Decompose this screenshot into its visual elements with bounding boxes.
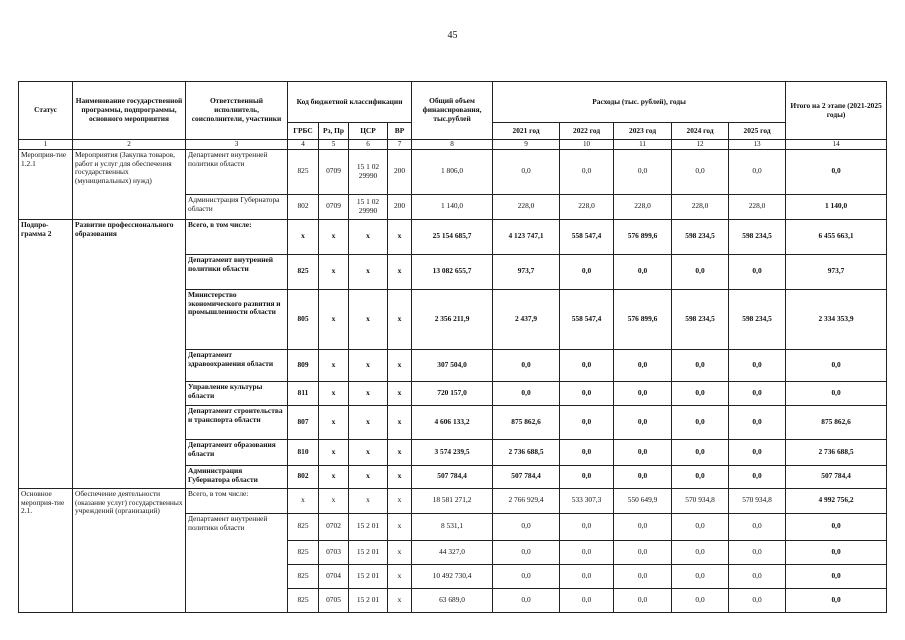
- vr-cell: х: [388, 488, 412, 513]
- total-cell: 1 140,0: [412, 194, 493, 219]
- y2021-cell: 0,0: [493, 149, 560, 194]
- y2023-cell: 0,0: [614, 439, 672, 465]
- header-rzpr: Рз, Пр: [319, 123, 349, 140]
- header-2023: 2023 год: [614, 123, 672, 140]
- column-number-row: [19, 140, 887, 150]
- budget-table: [18, 81, 887, 613]
- column-number: 10: [560, 140, 614, 150]
- vr-cell: х: [388, 465, 412, 488]
- header-2025: 2025 год: [729, 123, 786, 140]
- header-expenses: Расходы (тыс. рублей), годы: [493, 82, 786, 123]
- y2021-cell: 507 784,4: [493, 465, 560, 488]
- rzpr-cell: х: [319, 349, 349, 381]
- y2025-cell: 0,0: [729, 439, 786, 465]
- column-number: 5: [319, 140, 349, 150]
- rzpr-cell: х: [319, 219, 349, 254]
- total-cell: 4 606 133,2: [412, 405, 493, 439]
- y2023-cell: 576 899,6: [614, 289, 672, 349]
- csr-cell: х: [349, 254, 388, 289]
- y2024-cell: 0,0: [672, 381, 729, 405]
- csr-cell: 15 1 02 29990: [349, 149, 388, 194]
- header-status: Статус: [19, 82, 73, 140]
- column-number: 8: [412, 140, 493, 150]
- rzpr-cell: х: [319, 488, 349, 513]
- y2022-cell: 558 547,4: [560, 219, 614, 254]
- csr-cell: 15 2 01: [349, 513, 388, 540]
- y2023-cell: 0,0: [614, 405, 672, 439]
- total-cell: 3 574 239,5: [412, 439, 493, 465]
- sum-cell: 0,0: [786, 381, 887, 405]
- sum-cell: 875 862,6: [786, 405, 887, 439]
- vr-cell: х: [388, 564, 412, 588]
- rzpr-cell: 0705: [319, 588, 349, 612]
- y2023-cell: 0,0: [614, 588, 672, 612]
- y2025-cell: 0,0: [729, 405, 786, 439]
- y2023-cell: 0,0: [614, 381, 672, 405]
- csr-cell: 15 2 01: [349, 588, 388, 612]
- responsible-cell: Всего, в том числе:: [186, 219, 288, 254]
- y2025-cell: 570 934,8: [729, 488, 786, 513]
- grbs-cell: 825: [288, 254, 319, 289]
- sum-cell: 0,0: [786, 149, 887, 194]
- y2022-cell: 228,0: [560, 194, 614, 219]
- y2022-cell: 0,0: [560, 564, 614, 588]
- y2023-cell: 576 899,6: [614, 219, 672, 254]
- y2025-cell: 598 234,5: [729, 289, 786, 349]
- csr-cell: х: [349, 488, 388, 513]
- y2021-cell: 4 123 747,1: [493, 219, 560, 254]
- header-result: Итого на 2 этапе (2021-2025 годы): [786, 82, 887, 140]
- column-number: 13: [729, 140, 786, 150]
- y2024-cell: 0,0: [672, 254, 729, 289]
- y2022-cell: 0,0: [560, 513, 614, 540]
- vr-cell: х: [388, 349, 412, 381]
- rzpr-cell: х: [319, 381, 349, 405]
- total-cell: 44 327,0: [412, 540, 493, 564]
- csr-cell: х: [349, 219, 388, 254]
- y2023-cell: 0,0: [614, 564, 672, 588]
- table-row: [19, 219, 887, 254]
- column-number: 11: [614, 140, 672, 150]
- y2021-cell: 0,0: [493, 513, 560, 540]
- y2021-cell: 0,0: [493, 588, 560, 612]
- header-2024: 2024 год: [672, 123, 729, 140]
- header-2021: 2021 год: [493, 123, 560, 140]
- sum-cell: 6 455 663,1: [786, 219, 887, 254]
- csr-cell: х: [349, 439, 388, 465]
- rzpr-cell: х: [319, 405, 349, 439]
- rzpr-cell: х: [319, 465, 349, 488]
- y2024-cell: 0,0: [672, 149, 729, 194]
- responsible-cell: Департамент строительства и транспорта области: [186, 405, 288, 439]
- total-cell: 63 689,0: [412, 588, 493, 612]
- y2023-cell: 550 649,9: [614, 488, 672, 513]
- column-number: 7: [388, 140, 412, 150]
- rzpr-cell: х: [319, 289, 349, 349]
- total-cell: 18 581 271,2: [412, 488, 493, 513]
- vr-cell: х: [388, 439, 412, 465]
- responsible-cell: Администрация Губернатора области: [186, 465, 288, 488]
- header-responsible: Ответственный исполнитель, соисполнители, участники: [186, 82, 288, 140]
- responsible-cell: Всего, в том числе:: [186, 488, 288, 513]
- sum-cell: 1 140,0: [786, 194, 887, 219]
- vr-cell: 200: [388, 194, 412, 219]
- column-number: 14: [786, 140, 887, 150]
- y2025-cell: 0,0: [729, 465, 786, 488]
- table-row: [19, 149, 887, 194]
- grbs-cell: 825: [288, 540, 319, 564]
- rzpr-cell: х: [319, 439, 349, 465]
- y2024-cell: 0,0: [672, 564, 729, 588]
- page-number: 45: [447, 30, 458, 41]
- sum-cell: 0,0: [786, 540, 887, 564]
- responsible-cell: Департамент внутренней политики области: [186, 149, 288, 194]
- vr-cell: х: [388, 588, 412, 612]
- y2024-cell: 0,0: [672, 405, 729, 439]
- vr-cell: 200: [388, 149, 412, 194]
- responsible-cell: Администрация Губернатора области: [186, 194, 288, 219]
- y2024-cell: 0,0: [672, 439, 729, 465]
- sum-cell: 0,0: [786, 349, 887, 381]
- sum-cell: 2 736 688,5: [786, 439, 887, 465]
- csr-cell: х: [349, 289, 388, 349]
- y2025-cell: 0,0: [729, 513, 786, 540]
- y2025-cell: 228,0: [729, 194, 786, 219]
- rzpr-cell: 0709: [319, 149, 349, 194]
- grbs-cell: х: [288, 488, 319, 513]
- y2024-cell: 0,0: [672, 465, 729, 488]
- column-number: 6: [349, 140, 388, 150]
- grbs-cell: 825: [288, 588, 319, 612]
- y2021-cell: 0,0: [493, 564, 560, 588]
- y2022-cell: 0,0: [560, 540, 614, 564]
- name-cell: Развитие профессионального образования: [73, 219, 186, 488]
- vr-cell: х: [388, 219, 412, 254]
- grbs-cell: 805: [288, 289, 319, 349]
- responsible-cell: Министерство экономического развития и промышленности области: [186, 289, 288, 349]
- y2024-cell: 228,0: [672, 194, 729, 219]
- grbs-cell: 802: [288, 465, 319, 488]
- y2023-cell: 0,0: [614, 540, 672, 564]
- vr-cell: х: [388, 513, 412, 540]
- grbs-cell: 809: [288, 349, 319, 381]
- y2024-cell: 0,0: [672, 513, 729, 540]
- header-total: Общий объем финансирования, тыс.рублей: [412, 82, 493, 140]
- grbs-cell: 825: [288, 564, 319, 588]
- y2022-cell: 0,0: [560, 439, 614, 465]
- vr-cell: х: [388, 540, 412, 564]
- name-cell: Мероприятия (Закупка товаров, работ и услуг для обеспечения государственных (муниципальных) нужд): [73, 149, 186, 219]
- table-row: [19, 488, 887, 513]
- y2022-cell: 533 307,3: [560, 488, 614, 513]
- y2023-cell: 0,0: [614, 465, 672, 488]
- y2022-cell: 0,0: [560, 381, 614, 405]
- total-cell: 2 356 211,9: [412, 289, 493, 349]
- y2022-cell: 0,0: [560, 405, 614, 439]
- vr-cell: х: [388, 254, 412, 289]
- header-2022: 2022 год: [560, 123, 614, 140]
- y2025-cell: 0,0: [729, 349, 786, 381]
- grbs-cell: 825: [288, 513, 319, 540]
- csr-cell: 15 1 02 29990: [349, 194, 388, 219]
- header-name: Наименование государственной программы, подпрограммы, основного мероприятия: [73, 82, 186, 140]
- y2022-cell: 0,0: [560, 588, 614, 612]
- header-grbs: ГРБС: [288, 123, 319, 140]
- y2025-cell: 0,0: [729, 564, 786, 588]
- grbs-cell: 802: [288, 194, 319, 219]
- y2022-cell: 0,0: [560, 349, 614, 381]
- y2021-cell: 2 766 929,4: [493, 488, 560, 513]
- status-cell: Мероприя-тие 1.2.1: [19, 149, 73, 219]
- y2021-cell: 973,7: [493, 254, 560, 289]
- header-vr: ВР: [388, 123, 412, 140]
- vr-cell: х: [388, 381, 412, 405]
- grbs-cell: 810: [288, 439, 319, 465]
- sum-cell: 973,7: [786, 254, 887, 289]
- csr-cell: 15 2 01: [349, 540, 388, 564]
- grbs-cell: х: [288, 219, 319, 254]
- y2025-cell: 0,0: [729, 149, 786, 194]
- y2024-cell: 598 234,5: [672, 219, 729, 254]
- responsible-cell: Департамент внутренней политики области: [186, 513, 288, 612]
- responsible-cell: Департамент здравоохранения области: [186, 349, 288, 381]
- vr-cell: х: [388, 405, 412, 439]
- y2022-cell: 0,0: [560, 149, 614, 194]
- rzpr-cell: х: [319, 254, 349, 289]
- y2022-cell: 0,0: [560, 254, 614, 289]
- y2023-cell: 0,0: [614, 349, 672, 381]
- y2021-cell: 0,0: [493, 381, 560, 405]
- total-cell: 13 082 655,7: [412, 254, 493, 289]
- y2022-cell: 558 547,4: [560, 289, 614, 349]
- sum-cell: 4 992 756,2: [786, 488, 887, 513]
- column-number: 1: [19, 140, 73, 150]
- total-cell: 25 154 685,7: [412, 219, 493, 254]
- csr-cell: 15 2 01: [349, 564, 388, 588]
- total-cell: 8 531,1: [412, 513, 493, 540]
- vr-cell: х: [388, 289, 412, 349]
- grbs-cell: 807: [288, 405, 319, 439]
- y2021-cell: 2 736 688,5: [493, 439, 560, 465]
- total-cell: 507 784,4: [412, 465, 493, 488]
- total-cell: 10 492 730,4: [412, 564, 493, 588]
- name-cell: Обеспечение деятельности (оказание услуг) государственных учреждений (организаций): [73, 488, 186, 612]
- y2025-cell: 0,0: [729, 588, 786, 612]
- rzpr-cell: 0709: [319, 194, 349, 219]
- header-budget-code: Код бюджетной классификации: [288, 82, 412, 123]
- csr-cell: х: [349, 465, 388, 488]
- y2025-cell: 598 234,5: [729, 219, 786, 254]
- column-number: 9: [493, 140, 560, 150]
- y2021-cell: 0,0: [493, 349, 560, 381]
- csr-cell: х: [349, 405, 388, 439]
- y2024-cell: 598 234,5: [672, 289, 729, 349]
- sum-cell: 0,0: [786, 564, 887, 588]
- y2024-cell: 570 934,8: [672, 488, 729, 513]
- sum-cell: 0,0: [786, 588, 887, 612]
- status-cell: Основное мероприя-тие 2.1.: [19, 488, 73, 612]
- grbs-cell: 825: [288, 149, 319, 194]
- y2025-cell: 0,0: [729, 381, 786, 405]
- y2021-cell: 875 862,6: [493, 405, 560, 439]
- responsible-cell: Департамент образования области: [186, 439, 288, 465]
- sum-cell: 2 334 353,9: [786, 289, 887, 349]
- rzpr-cell: 0702: [319, 513, 349, 540]
- y2024-cell: 0,0: [672, 540, 729, 564]
- csr-cell: х: [349, 381, 388, 405]
- y2023-cell: 0,0: [614, 513, 672, 540]
- responsible-cell: Управление культуры области: [186, 381, 288, 405]
- y2022-cell: 0,0: [560, 465, 614, 488]
- status-cell: Подпро-грамма 2: [19, 219, 73, 488]
- grbs-cell: 811: [288, 381, 319, 405]
- column-number: 3: [186, 140, 288, 150]
- responsible-cell: Департамент внутренней политики области: [186, 254, 288, 289]
- header-csr: ЦСР: [349, 123, 388, 140]
- y2025-cell: 0,0: [729, 540, 786, 564]
- y2025-cell: 0,0: [729, 254, 786, 289]
- y2024-cell: 0,0: [672, 349, 729, 381]
- y2023-cell: 0,0: [614, 254, 672, 289]
- y2023-cell: 228,0: [614, 194, 672, 219]
- column-number: 12: [672, 140, 729, 150]
- total-cell: 1 806,0: [412, 149, 493, 194]
- rzpr-cell: 0704: [319, 564, 349, 588]
- column-number: 2: [73, 140, 186, 150]
- total-cell: 720 157,0: [412, 381, 493, 405]
- column-number: 4: [288, 140, 319, 150]
- y2023-cell: 0,0: [614, 149, 672, 194]
- y2024-cell: 0,0: [672, 588, 729, 612]
- y2021-cell: 228,0: [493, 194, 560, 219]
- total-cell: 307 504,0: [412, 349, 493, 381]
- y2021-cell: 0,0: [493, 540, 560, 564]
- sum-cell: 0,0: [786, 513, 887, 540]
- csr-cell: х: [349, 349, 388, 381]
- rzpr-cell: 0703: [319, 540, 349, 564]
- y2021-cell: 2 437,9: [493, 289, 560, 349]
- sum-cell: 507 784,4: [786, 465, 887, 488]
